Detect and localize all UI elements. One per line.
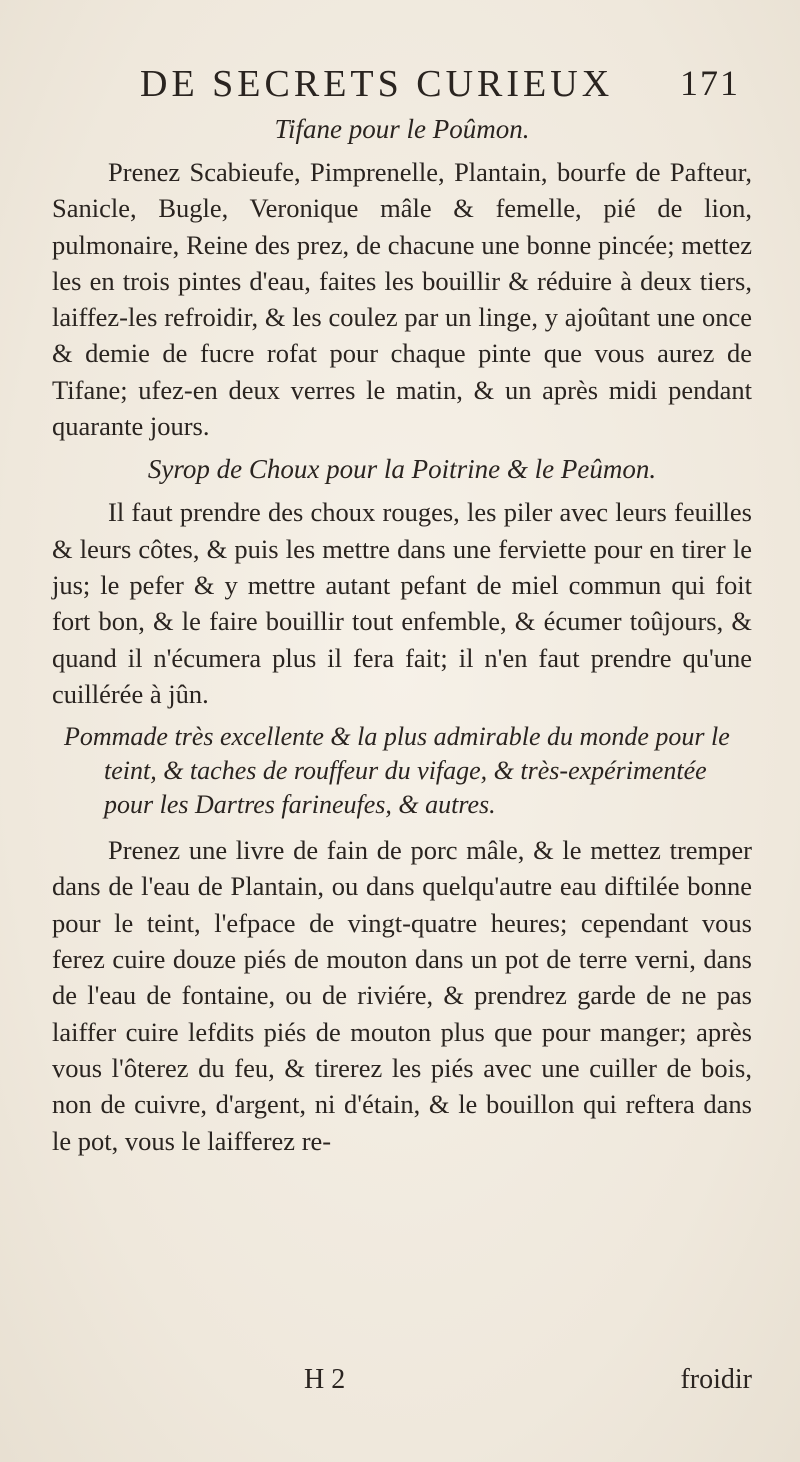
signature-mark: H 2 <box>304 1364 346 1395</box>
page-body <box>52 112 752 1167</box>
section-title-tisane: Tifane pour le Poûmon. <box>274 114 530 144</box>
page-header <box>140 62 760 105</box>
section-paragraph-tisane: Prenez Scabieufe, Pimprenelle, Plantain, bourfe de Pafteur, Sanicle, Bugle, Veronique mâle & femelle, pié de lion, pulmonaire, Reine des prez, de chacune une bonne pincée; mettez les en trois pintes d'eau, faites les bouillir & réduire à deux tiers, laiffez-les refroidir, & les coulez par un linge, y ajoûtant une once & demie de fucre rofat pour chaque pinte que vous aurez de Tifane; ufez-en deux verres le matin, & un après midi pendant quarante jours. <box>52 157 752 442</box>
running-head: DE SECRETS CURIEUX <box>140 63 614 105</box>
page-footer <box>52 1364 752 1398</box>
section-title-syrop: Syrop de Choux pour la Poitrine & le Peûmon. <box>147 454 657 485</box>
section-paragraph-syrop: Il faut prendre des choux rouges, les piler avec leurs feuilles & leurs côtes, & puis les mettre dans une ferviette pour en tirer le jus; le pefer & y mettre autant pefant de miel commun qui foit fort bon, & le faire bouillir tout enfemble, & écumer toûjours, & quand il n'écumera plus il fera fait; il n'en faut prendre qu'une cuillérée à jûn. <box>52 497 752 709</box>
section-paragraph-pommade: Prenez une livre de fain de porc mâle, & le mettez tremper dans de l'eau de Plantain, ou dans quelqu'autre eau diftilée bonne pour le teint, l'efpace de vingt-quatre heures; cependant vous ferez cuire douze piés de mouton dans un pot de terre verni, dans de l'eau de fontaine, ou de riviére, & prendrez garde de ne pas laiffer cuire lefdits piés de mouton plus que pour manger; après vous l'ôterez du feu, & tirerez les piés avec une cuiller de bois, non de cuivre, d'argent, ni d'étain, & le bouillon qui reftera dans le pot, vous le laifferez re- <box>52 835 752 1156</box>
section-title-pommade: Pommade très excellente & la plus admirable du monde pour le teint, & taches de rouffeur du vifage, & très-expérimentée pour les Dartres farineufes, & autres. <box>64 722 730 820</box>
catchword: froidir <box>680 1364 752 1395</box>
page-number: 171 <box>680 63 740 103</box>
